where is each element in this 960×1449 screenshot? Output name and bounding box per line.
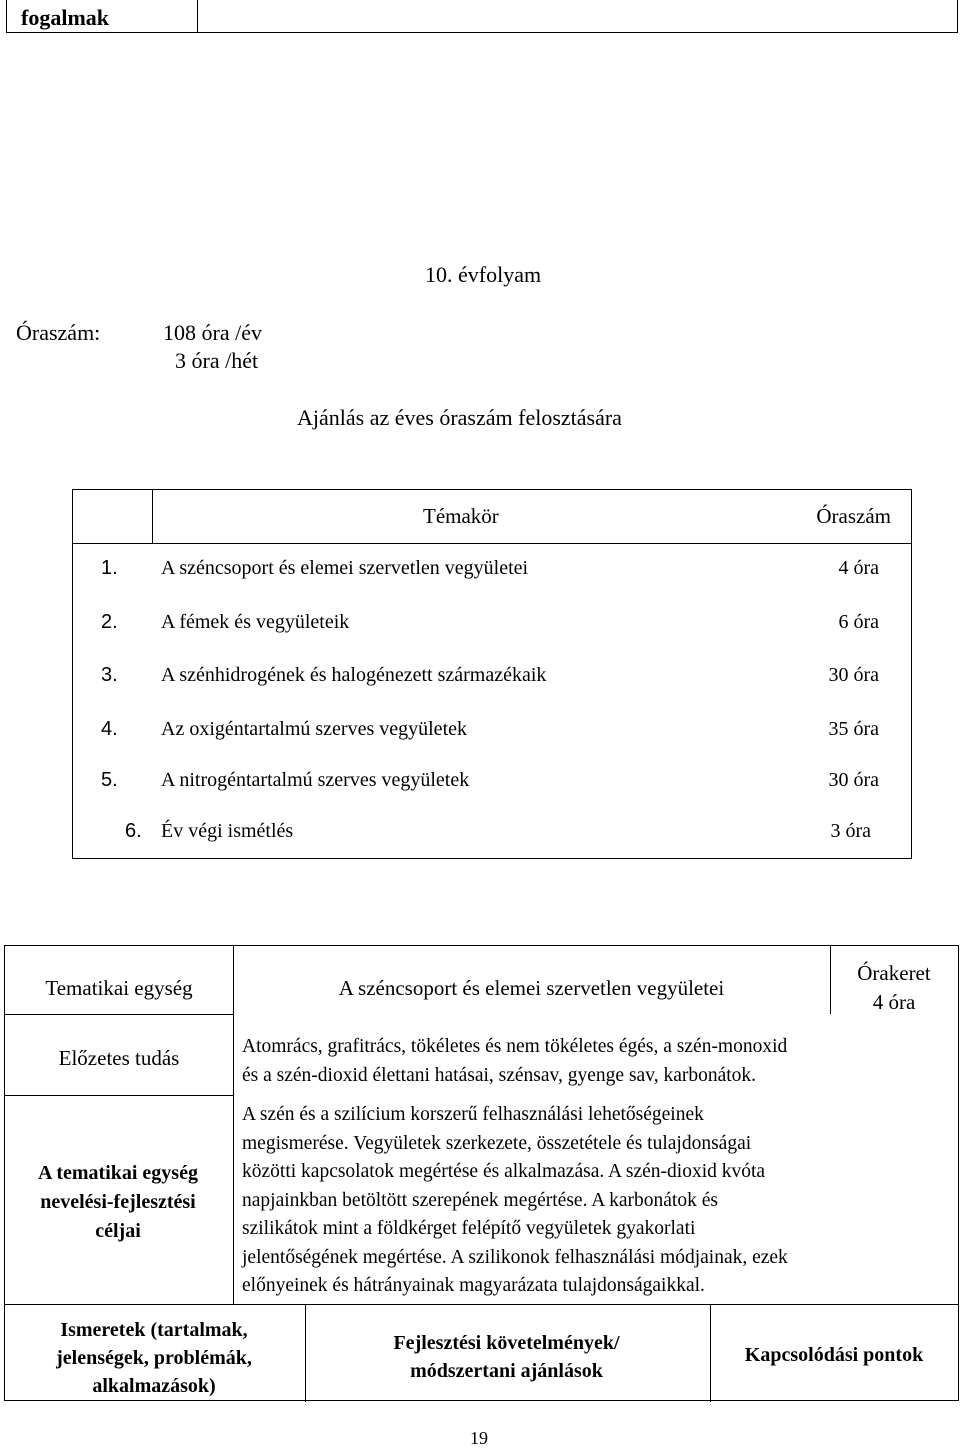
page-number: 19 [470,1428,488,1448]
row-hours: 35 óra [828,718,879,740]
row-hours: 4 óra [838,557,879,579]
row-topic: Év végi ismétlés [161,820,294,842]
text-line: A tematikai egység [38,1162,198,1184]
hours-per-week: 3 óra /hét [175,348,259,373]
table-row [73,557,911,587]
knowledge-column-header [4,1316,304,1400]
text-line: céljai [95,1220,141,1242]
row-hours: 30 óra [828,769,879,791]
connections-column-header: Kapcsolódási pontok [744,1344,924,1366]
row-topic: A széncsoport és elemei szervetlen vegyületei [161,557,529,579]
text-line: előnyeinek és hátrányainak magyarázata tulajdonságaikkal. [242,1275,705,1296]
topic-header: Témakör [423,504,499,528]
grade-heading: 10. évfolyam [425,262,542,287]
prior-knowledge-text [242,1033,787,1090]
text-line: alkalmazások) [92,1375,216,1397]
row-hours: 6 óra [838,611,879,633]
table-row [73,611,911,641]
text-line: Fejlesztési követelmények/ [393,1332,620,1354]
previous-table-fragment [6,0,958,33]
unit-label: Tematikai egység [45,976,193,1000]
text-line: és a szén-dioxid élettani hatásai, szénsav, gyenge sav, karbonátok. [242,1064,757,1086]
table-row [73,769,911,799]
table-row [73,718,911,748]
fragment-divider [197,0,198,32]
row-topic: A fémek és vegyületeik [161,611,350,633]
text-line: jelentőségének megértése. A szilikonok felhasználási módjainak, ezek [242,1246,788,1268]
goals-text [242,1101,788,1301]
row-topic: A nitrogéntartalmú szerves vegyületek [161,769,470,791]
text-line: Atomrács, grafitrács, tökéletes és nem tökéletes égés, a szén-monoxid [242,1036,788,1057]
fragment-word: fogalmak [21,5,109,30]
row-number: 5. [101,769,118,791]
text-line: A szén és a szilícium korszerű felhasználási lehetőségeinek [242,1104,704,1125]
row-topic: A szénhidrogének és halogénezett származékaik [161,664,547,686]
row-number: 3. [101,664,118,686]
grid-line [5,1095,233,1096]
topic-table [72,489,912,859]
hours-label: Óraszám: [16,320,101,345]
table-row [73,664,911,694]
text-line: közötti kapcsolatok megértése és alkalmazása. A szén-dioxid kvóta [242,1161,766,1182]
hours-frame-label: Órakeret [857,961,931,985]
unit-title: A széncsoport és elemei szervetlen vegyületei [338,976,725,1000]
grid-line [5,1304,958,1305]
row-hours: 3 óra [830,820,871,842]
table-row [73,820,911,850]
recommendation-title: Ajánlás az éves óraszám felosztására [297,405,622,430]
row-topic: Az oxigéntartalmú szerves vegyületek [161,718,467,740]
text-line: megismerése. Vegyületek szerkezete, összetétele és tulajdonságai [242,1132,752,1154]
text-line: nevelési-fejlesztési [40,1191,196,1213]
text-line: szilikátok mint a földkérget felépítő vegyületek gyakorlati [242,1218,696,1239]
row-number: 6. [125,820,142,842]
grid-line [5,1014,233,1015]
header-divider-vertical [152,490,153,543]
requirements-column-header [304,1329,709,1385]
hours-frame-value: 4 óra [872,990,916,1014]
hours-header: Óraszám [816,504,891,528]
header-divider-horizontal [73,543,911,544]
text-line: Ismeretek (tartalmak, [60,1319,248,1341]
text-line: napjainkban betöltött szerepének megértése. A karbonátok és [242,1189,718,1211]
row-hours: 30 óra [828,664,879,686]
row-number: 4. [101,718,118,740]
prior-knowledge-label: Előzetes tudás [58,1046,180,1070]
text-line: jelenségek, problémák, [56,1347,252,1369]
text-line: módszertani ajánlások [410,1360,603,1382]
row-number: 1. [101,557,118,579]
row-number: 2. [101,611,118,633]
hours-per-year: 108 óra /év [163,320,262,345]
goals-label [4,1159,232,1246]
